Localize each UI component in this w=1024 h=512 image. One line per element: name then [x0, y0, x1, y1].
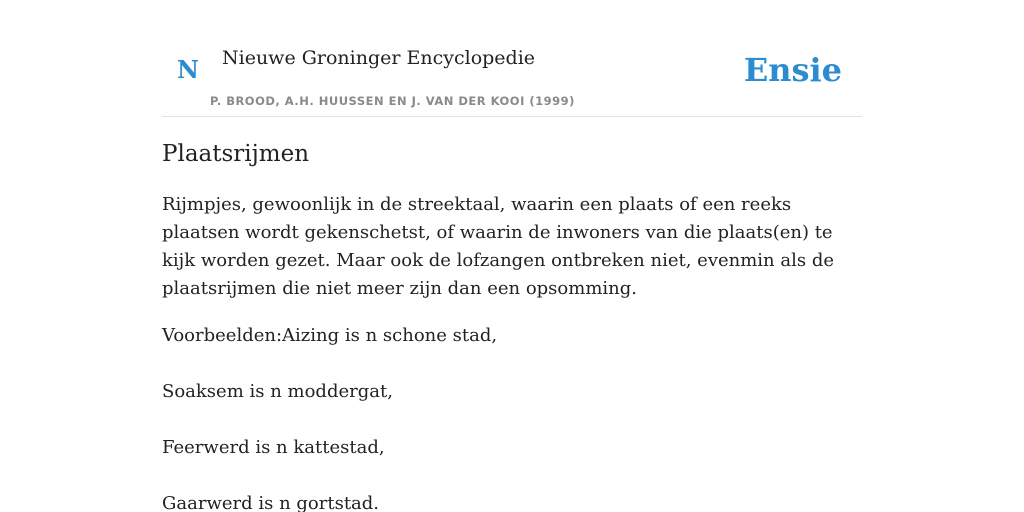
book-title-link[interactable]: Nieuwe Groninger Encyclopedie — [222, 47, 536, 69]
article-paragraph: Rijmpjes, gewoonlijk in de streektaal, waarin een plaats of een reeks plaatsen wordt gekenschetst, of waarin de inwoners van die plaats(en) te kijk worden gezet. Maar ook de lofzangen ontbreken niet, evenmin als de plaatsrijmen die niet meer zijn dan een opsomming. — [162, 194, 834, 299]
book-authors: P. BROOD, A.H. HUUSSEN EN J. VAN DER KOOI (1999) — [210, 94, 575, 108]
book-header — [162, 0, 862, 117]
book-letter-icon[interactable]: N — [177, 55, 199, 84]
article — [162, 136, 862, 512]
example-line: Voorbeelden:Aizing is n schone stad, — [162, 325, 498, 346]
example-line: Feerwerd is n kattestad, — [162, 437, 385, 458]
article-title: Plaatsrijmen — [162, 141, 310, 167]
article-body — [162, 191, 862, 512]
ensie-logo-link[interactable]: Ensie — [743, 51, 842, 89]
example-line: Soaksem is n moddergat, — [162, 381, 393, 402]
example-line: Gaarwerd is n gortstad. — [162, 493, 380, 512]
